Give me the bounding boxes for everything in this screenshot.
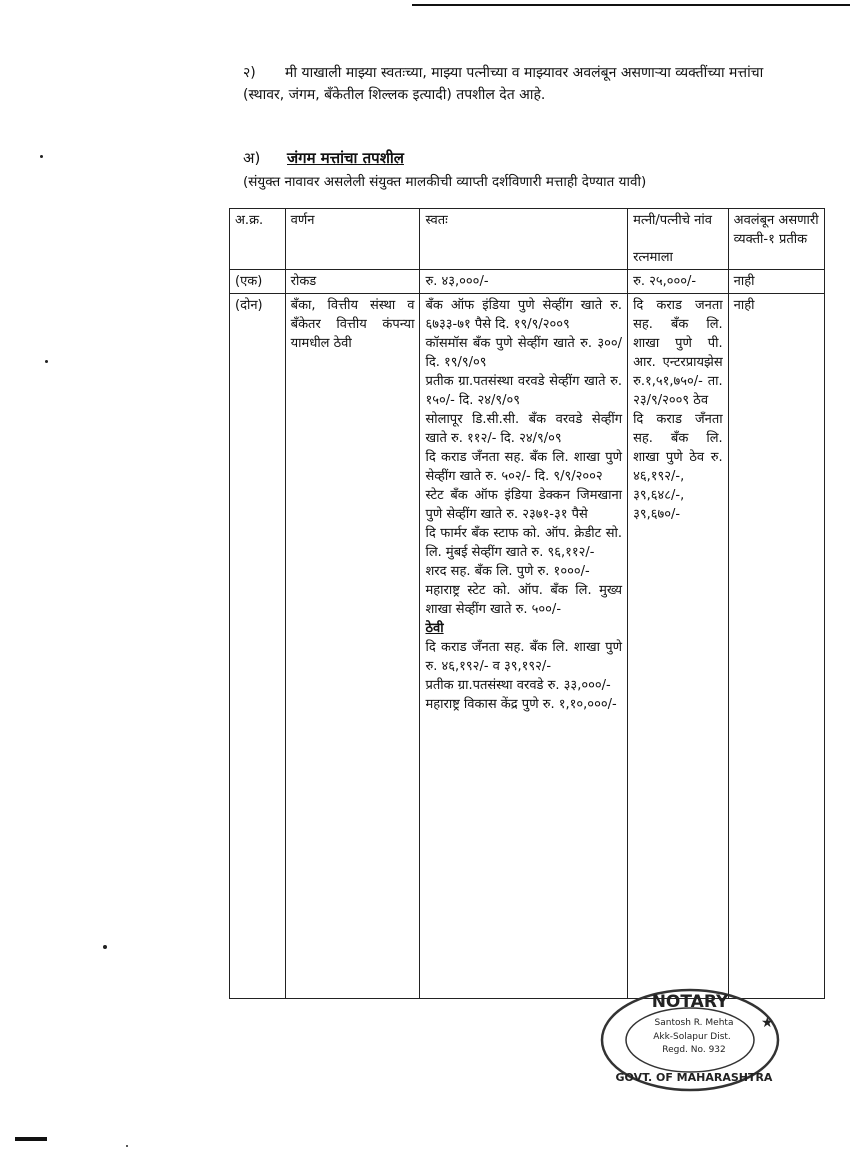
stamp-bottom-text: GOVT. OF MAHARASHTRA — [615, 1071, 773, 1084]
table-row — [230, 294, 825, 999]
self-account-line: सोलापूर डि.सी.सी. बँक वरवडे सेव्हींग खाते रु. ११२/- दि. २४/९/०९ — [425, 412, 623, 446]
section-heading — [243, 148, 404, 168]
row2-description-text: बँका, वित्तीय संस्था व बँकेतर वित्तीय कंपन्या यामधील ठेवी — [290, 298, 415, 351]
movable-assets-table — [229, 208, 825, 999]
self-account-line: कॉसमॉस बँक पुणे सेव्हींग खाते रु. ३००/ दि. १९/९/०९ — [425, 336, 623, 370]
scan-speck — [45, 360, 48, 363]
stamp-top-text: NOTARY — [651, 992, 729, 1012]
deposit-line: प्रतीक ग्रा.पतसंस्था वरवडे रु. ३३,०००/- — [425, 678, 611, 693]
row1-description: रोकड — [285, 270, 420, 294]
spouse-deposit-line: दि कराड जँनता सह. बँक लि. शाखा पुणे ठेव रु. ४६,१९२/-, ३९,६४८/-, ३९,६७०/- — [633, 412, 723, 522]
scan-speck — [40, 155, 43, 158]
section-note: (संयुक्त नावावर असलेली संयुक्त मालकीची व्याप्ती दर्शविणारी मत्ताही देण्यात यावी) — [243, 174, 647, 190]
self-account-line: प्रतीक ग्रा.पतसंस्था वरवडे सेव्हींग खाते रु. १५०/- दि. २४/९/०९ — [425, 374, 623, 408]
scan-speck — [103, 945, 107, 949]
self-account-line: दि कराड जँनता सह. बँक लि. शाखा पुणे सेव्हींग खाते रु. ५०२/- दि. ९/९/२००२ — [425, 450, 623, 484]
row1-sno: (एक) — [230, 270, 286, 294]
paragraph-number: २) — [243, 65, 256, 81]
self-account-line: शरद सह. बँक लि. पुणे रु. १०००/- — [425, 564, 590, 579]
stamp-star-icon: ★ — [761, 1015, 774, 1031]
table-header-row — [230, 209, 825, 270]
deposits-heading: ठेवी — [425, 621, 444, 636]
row1-spouse: रु. २५,०००/- — [628, 270, 729, 294]
section-number: अ) — [243, 149, 261, 167]
paragraph-text: मी याखाली माझ्या स्वतःच्या, माझ्या पत्नीच्या व माझ्यावर अवलंबून असणाऱ्या व्यक्तींच्या मत्तांचा (स्थावर, जंगम, बँकेतील शिल्लक इत्यादी) तपशील देत आहे. — [243, 65, 764, 103]
stamp-name: Santosh R. Mehta — [654, 1018, 734, 1028]
row1-self: रु. ४३,०००/- — [420, 270, 628, 294]
scan-speck — [126, 1145, 128, 1147]
self-account-line: महाराष्ट्र स्टेट को. ऑप. बँक लि. मुख्य शाखा सेव्हींग खाते रु. ५००/- — [425, 583, 623, 617]
scan-mark — [15, 1137, 47, 1141]
header-sno: अ.क्र. — [230, 209, 286, 270]
row2-dependent: नाही — [728, 294, 824, 999]
header-spouse-label: मत्नी/पत्नीचे नांव — [633, 213, 712, 228]
header-spouse-name: रत्नमाला — [633, 250, 673, 265]
deposit-line: महाराष्ट्र विकास केंद्र पुणे रु. १,१०,०००/- — [425, 697, 617, 712]
row1-dependent: नाही — [728, 270, 824, 294]
header-rule — [412, 4, 850, 6]
self-account-line: स्टेट बँक ऑफ इंडिया डेक्कन जिमखाना पुणे सेव्हींग खाते रु. २३७१-३१ पैसे — [425, 488, 623, 522]
self-account-line: बँक ऑफ इंडिया पुणे सेव्हींग खाते रु. ६७३३-७१ पैसे दि. १९/९/२००९ — [425, 298, 623, 332]
table-row — [230, 270, 825, 294]
header-self: स्वतः — [420, 209, 628, 270]
header-dependent: अवलंबून असणारी व्यक्ती-१ प्रतीक — [728, 209, 824, 270]
row2-self — [420, 294, 628, 999]
deposit-line: दि कराड जँनता सह. बँक लि. शाखा पुणे रु. ४६,१९२/- व ३९,१९२/- — [425, 640, 623, 674]
section-title: जंगम मत्तांचा तपशील — [287, 149, 404, 167]
row2-spouse — [628, 294, 729, 999]
row2-description — [285, 294, 420, 999]
stamp-reg: Regd. No. 932 — [662, 1045, 726, 1055]
intro-paragraph — [243, 62, 773, 106]
spouse-deposit-line: दि कराड जनता सह. बँक लि. शाखा पुणे पी. आर. एन्टरप्रायझेस रु.१,५१,७५०/- ता. २३/९/२००९ ठेव — [633, 298, 723, 408]
self-account-line: दि फार्मर बँक स्टाफ को. ऑप. क्रेडीट सो. लि. मुंबई सेव्हींग खाते रु. ९६,११२/- — [425, 526, 623, 560]
stamp-place: Akk-Solapur Dist. — [653, 1032, 731, 1042]
header-description: वर्णन — [285, 209, 420, 270]
header-spouse — [628, 209, 729, 270]
notary-stamp — [598, 985, 783, 1095]
row2-sno: (दोन) — [230, 294, 286, 999]
